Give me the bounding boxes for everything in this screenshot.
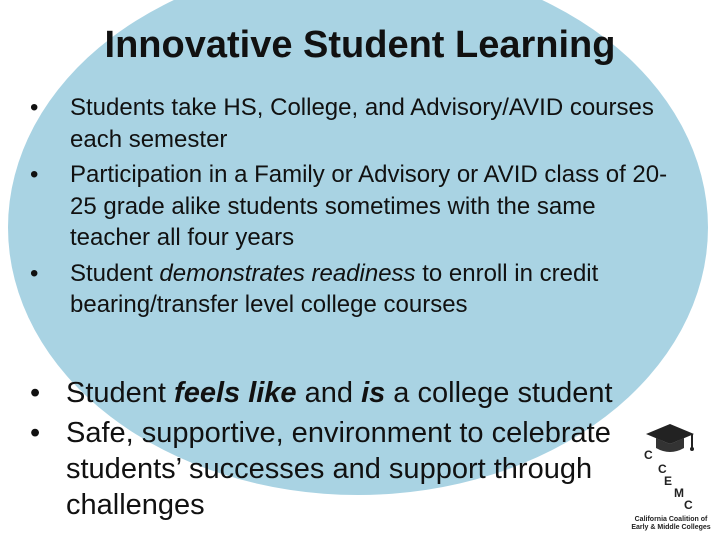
bullet-text-post: a college student (385, 377, 613, 409)
bullet-item (28, 159, 678, 254)
bullet-text-emphasis: feels like (174, 377, 297, 409)
logo-letters (626, 440, 716, 510)
bullet-text-pre: Student (66, 377, 175, 409)
bullet-text-emphasis: demonstrates readiness (159, 259, 416, 287)
ccemc-logo (626, 422, 716, 537)
logo-org-name (626, 516, 716, 532)
bullet-text-post: to enroll in credit bearing/transfer level college courses (70, 259, 599, 318)
bullet-list-large (28, 375, 678, 527)
logo-letter: C (644, 448, 653, 462)
bullet-text-emphasis: is (361, 377, 386, 409)
bullet-list-small (28, 92, 678, 325)
logo-org-line: California Coalition of (634, 516, 708, 523)
logo-letter: C (658, 462, 667, 476)
bullet-item (28, 258, 678, 321)
bullet-dot: • (30, 94, 39, 121)
logo-letter: E (664, 474, 673, 488)
bullet-item (28, 92, 678, 155)
bullet-text: Students take HS, College, and Advisory/AVID courses each semester (70, 94, 654, 153)
bullet-text-pre: Student (70, 259, 160, 287)
bullet-text-mid: and (296, 377, 362, 409)
logo-letter: M (674, 486, 684, 500)
logo-org-line: Early & Middle Colleges (631, 524, 711, 531)
bullet-dot: • (30, 417, 41, 449)
bullet-text: Participation in a Family or Advisory or AVID class of 20-25 grade alike students sometimes with the same teacher all four years (70, 161, 668, 251)
bullet-dot: • (30, 259, 39, 287)
logo-letter: C (684, 498, 693, 512)
bullet-text: Safe, supportive, environment to celebrate students’ successes and support through challenges (66, 417, 611, 521)
bullet-item (28, 375, 666, 411)
bullet-item (28, 415, 666, 523)
slide-title: Innovative Student Learning (104, 24, 616, 66)
bullet-dot: • (30, 377, 41, 409)
bullet-dot: • (30, 161, 39, 188)
